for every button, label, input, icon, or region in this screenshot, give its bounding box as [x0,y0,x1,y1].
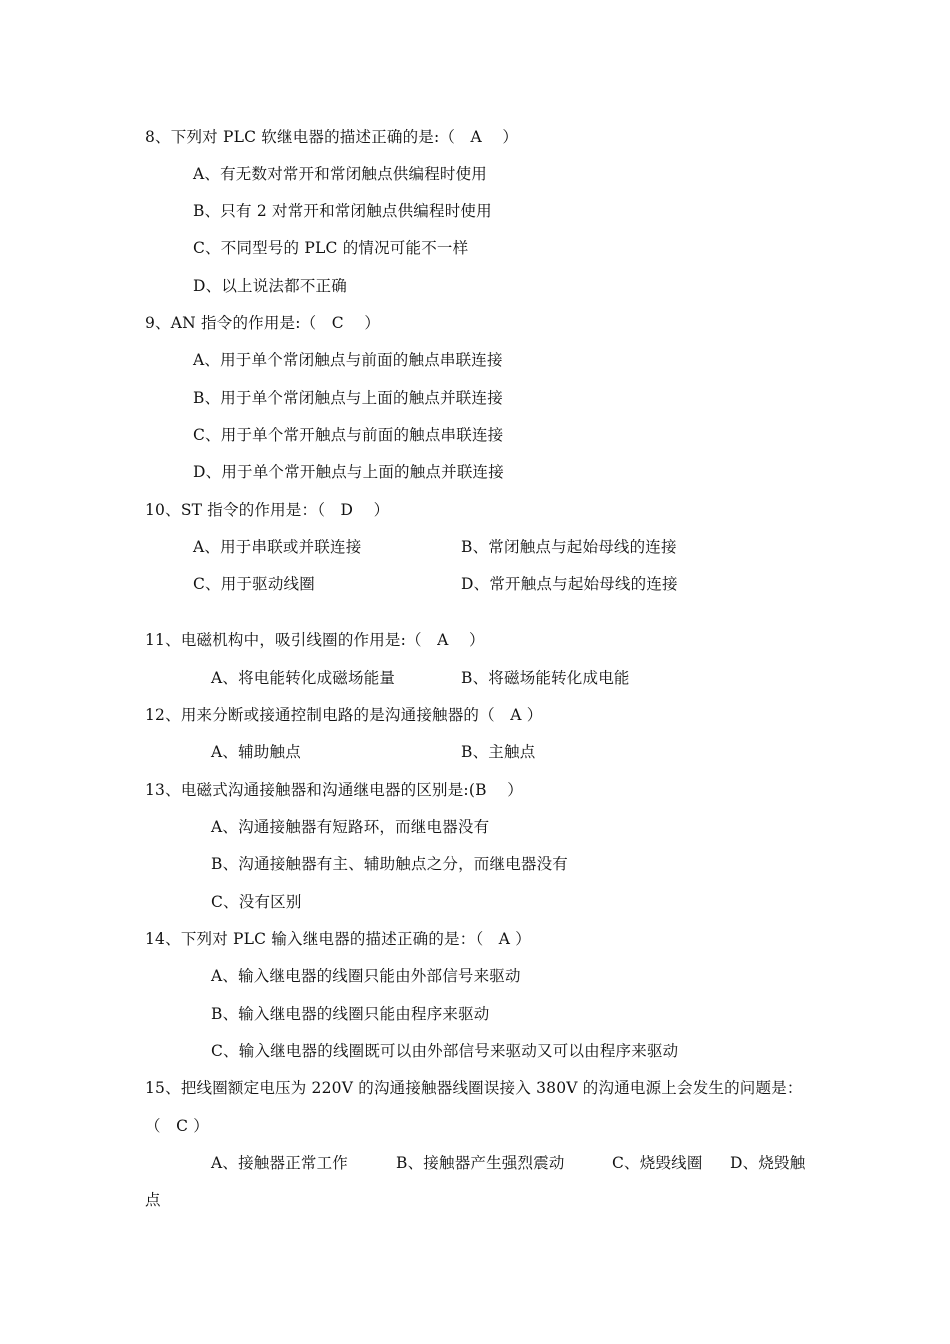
question-13-option-a: A、沟通接触器有短路环，而继电器没有 [211,818,490,836]
question-13-option-c: C、没有区别 [211,893,302,911]
question-13-option-b: B、沟通接触器有主、辅助触点之分，而继电器没有 [211,855,568,873]
question-9-option-c: C、用于单个常开触点与前面的触点串联连接 [193,426,504,444]
question-10-option-b: B、常闭触点与起始母线的连接 [461,538,677,556]
question-15-stem: 15、把线圈额定电压为 220V 的沟通接触器线圈误接入 380V 的沟通电源上会发生的问题是： [145,1079,803,1097]
question-15-option-a: A、接触器正常工作 [211,1154,348,1172]
question-10-stem: 10、ST 指令的作用是：（ D ） [145,501,390,519]
question-11-option-b: B、将磁场能转化成电能 [461,669,630,687]
question-15-option-b: B、接触器产生强烈震动 [396,1154,565,1172]
question-10-option-c: C、用于驱动线圈 [193,575,315,593]
question-12-option-b: B、主触点 [461,743,536,761]
question-9-stem: 9、AN 指令的作用是:（ C ） [145,314,381,332]
question-9-option-b: B、用于单个常闭触点与上面的触点并联连接 [193,389,503,407]
question-15-option-d: D、烧毁触 [730,1154,806,1172]
question-11-stem: 11、电磁机构中，吸引线圈的作用是:（ A ） [145,631,485,649]
question-12-option-a: A、辅助触点 [211,743,301,761]
question-14-option-a: A、输入继电器的线圈只能由外部信号来驱动 [211,967,521,985]
question-15-answer: （ C ） [145,1117,209,1135]
question-15-option-c: C、烧毁线圈 [612,1154,703,1172]
question-14-option-b: B、输入继电器的线圈只能由程序来驱动 [211,1005,490,1023]
question-15-option-d-wrap: 点 [145,1191,161,1209]
question-8-option-a: A、有无数对常开和常闭触点供编程时使用 [193,165,487,183]
question-8-stem: 8、下列对 PLC 软继电器的描述正确的是:（ A ） [145,128,519,146]
question-14-stem: 14、下列对 PLC 输入继电器的描述正确的是：（ A ） [145,930,532,948]
question-10-option-a: A、用于串联或并联连接 [193,538,362,556]
question-8-option-d: D、以上说法都不正确 [193,277,347,295]
question-14-option-c: C、输入继电器的线圈既可以由外部信号来驱动又可以由程序来驱动 [211,1042,679,1060]
question-11-option-a: A、将电能转化成磁场能量 [211,669,396,687]
question-13-stem: 13、电磁式沟通接触器和沟通继电器的区别是:(B ） [145,781,523,799]
question-9-option-d: D、用于单个常开触点与上面的触点并联连接 [193,463,504,481]
question-8-option-c: C、不同型号的 PLC 的情况可能不一样 [193,239,469,257]
question-12-stem: 12、用来分断或接通控制电路的是沟通接触器的（ A ） [145,706,543,724]
question-9-option-a: A、用于单个常闭触点与前面的触点串联连接 [193,351,503,369]
question-8-option-b: B、只有 2 对常开和常闭触点供编程时使用 [193,202,492,220]
question-10-option-d: D、常开触点与起始母线的连接 [461,575,678,593]
